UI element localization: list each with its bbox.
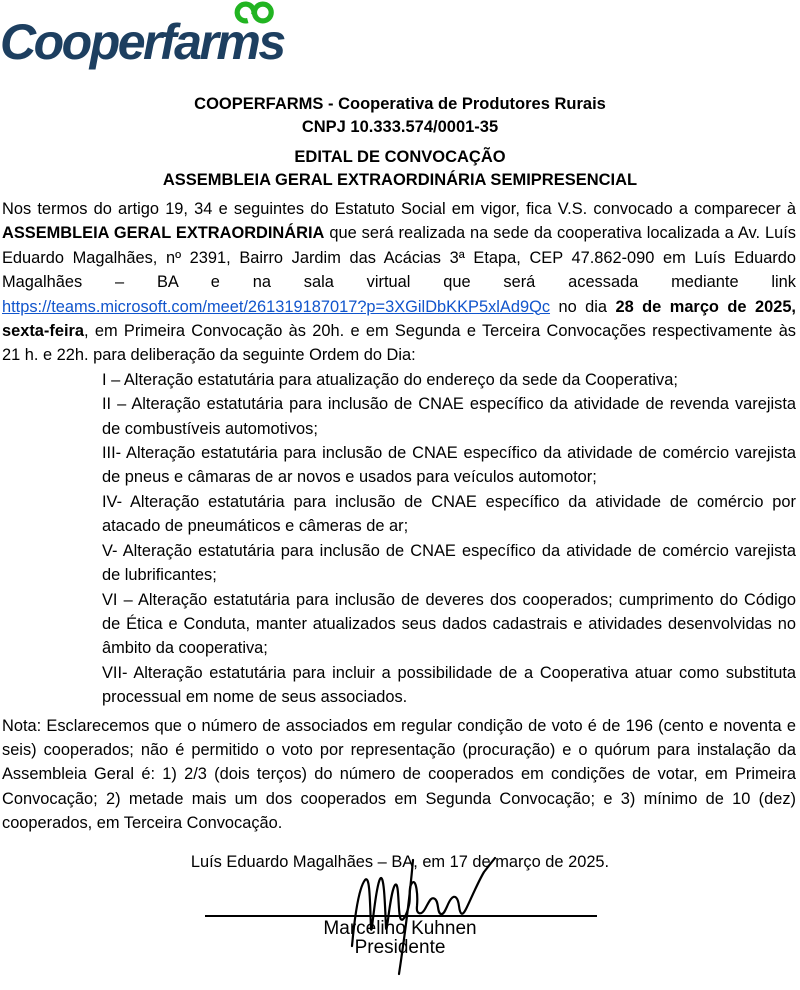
logo	[0, 0, 800, 72]
signatory-name: Marcelino Kuhnen	[323, 917, 477, 939]
document-header	[0, 93, 800, 192]
intro-text-2: que será realizada na sede da cooperativa localizada a Av. Luís Eduardo Magalhães, nº 2391, Bairro Jardim das Acácias 3ª Etapa, CEP 47.862-090 em Luís Eduardo Magalhães – BA e na sala virtual que será acessada mediante link	[2, 224, 796, 292]
intro-text-1: Nos termos do artigo 19, 34 e seguintes do Estatuto Social em vigor, fica V.S. convocado a comparecer à	[2, 200, 796, 218]
agenda-item-4: IV- Alteração estatutária para inclusão de CNAE específico da atividade de comércio por atacado de pneumáticos e câmeras de ar;	[102, 492, 796, 536]
assembly-bold-text: ASSEMBLEIA GERAL EXTRAORDINÁRIA	[2, 224, 325, 243]
signature-line	[205, 915, 597, 917]
signatory-title: Presidente	[354, 936, 446, 958]
agenda-item-3: III- Alteração estatutária para inclusão de CNAE específico da atividade de comércio varejista de pneus e câmaras de ar novos e usados para veículos automotor;	[102, 444, 796, 487]
edital-title: EDITAL DE CONVOCAÇÃO	[294, 148, 506, 166]
co-infinity-icon	[232, 1, 278, 24]
meeting-date-bold-text: 28 de março de 2025, sexta-feira	[2, 297, 796, 341]
intro-paragraph	[0, 197, 800, 368]
header-spacer	[0, 139, 800, 146]
agenda-list	[0, 368, 800, 710]
agenda-item-5: V- Alteração estatutária para inclusão de CNAE específico da atividade de comércio varejista de lubrificantes;	[102, 541, 796, 585]
cnpj-line: CNPJ 10.333.574/0001-35	[301, 118, 499, 136]
agenda-item-7: VII- Alteração estatutária para incluir a possibilidade de a Cooperativa atuar como substituta processual em nome de seus associados.	[102, 663, 796, 707]
teams-meeting-link[interactable]: https://teams.microsoft.com/meet/261319187017?p=3XGilDbKKP5xlAd9Qc	[2, 297, 551, 316]
nota-paragraph: Nota: Esclarecemos que o número de associados em regular condição de voto é de 196 (cento e noventa e seis) cooperados; não é permitido o voto por representação (procuração) e o quórum para instalação da Assembleia Geral é: 1) 2/3 (dois terços) do número de cooperados em condições de votar, em Primeira Convocação; 2) metade mais um dos cooperados em Segunda Convocação; e 3) mínimo de 10 (dez) cooperados, em Terceira Convocação.	[2, 716, 796, 833]
agenda-item-1: I – Alteração estatutária para atualização do endereço da sede da Cooperativa;	[102, 370, 678, 389]
intro-text-4: , em Primeira Convocação às 20h. e em Segunda e Terceira Convocações respectivamente às 21 h. e 22h. para deliberação da seguinte Ordem do Dia:	[2, 322, 796, 365]
signature-block	[0, 874, 800, 974]
intro-text-3: no dia	[550, 297, 616, 316]
logo-wordmark: Cooperfarms	[0, 14, 284, 70]
agenda-item-6: VI – Alteração estatutária para inclusão de deveres dos cooperados; cumprimento do Código de Ética e Conduta, manter atualizados seus dados cadastrais e atividades desenvolvidas no âmbito da cooperativa;	[102, 590, 796, 658]
assembleia-subtitle: ASSEMBLEIA GERAL EXTRAORDINÁRIA SEMIPRESENCIAL	[162, 171, 638, 189]
dateline: Luís Eduardo Magalhães – BA, em 17 de março de 2025.	[190, 852, 610, 871]
org-name-line: COOPERFARMS - Cooperativa de Produtores Rurais	[194, 95, 606, 113]
agenda-item-2: II – Alteração estatutária para inclusão de CNAE específico da atividade de revenda varejista de combustíveis automotivos;	[102, 395, 796, 438]
